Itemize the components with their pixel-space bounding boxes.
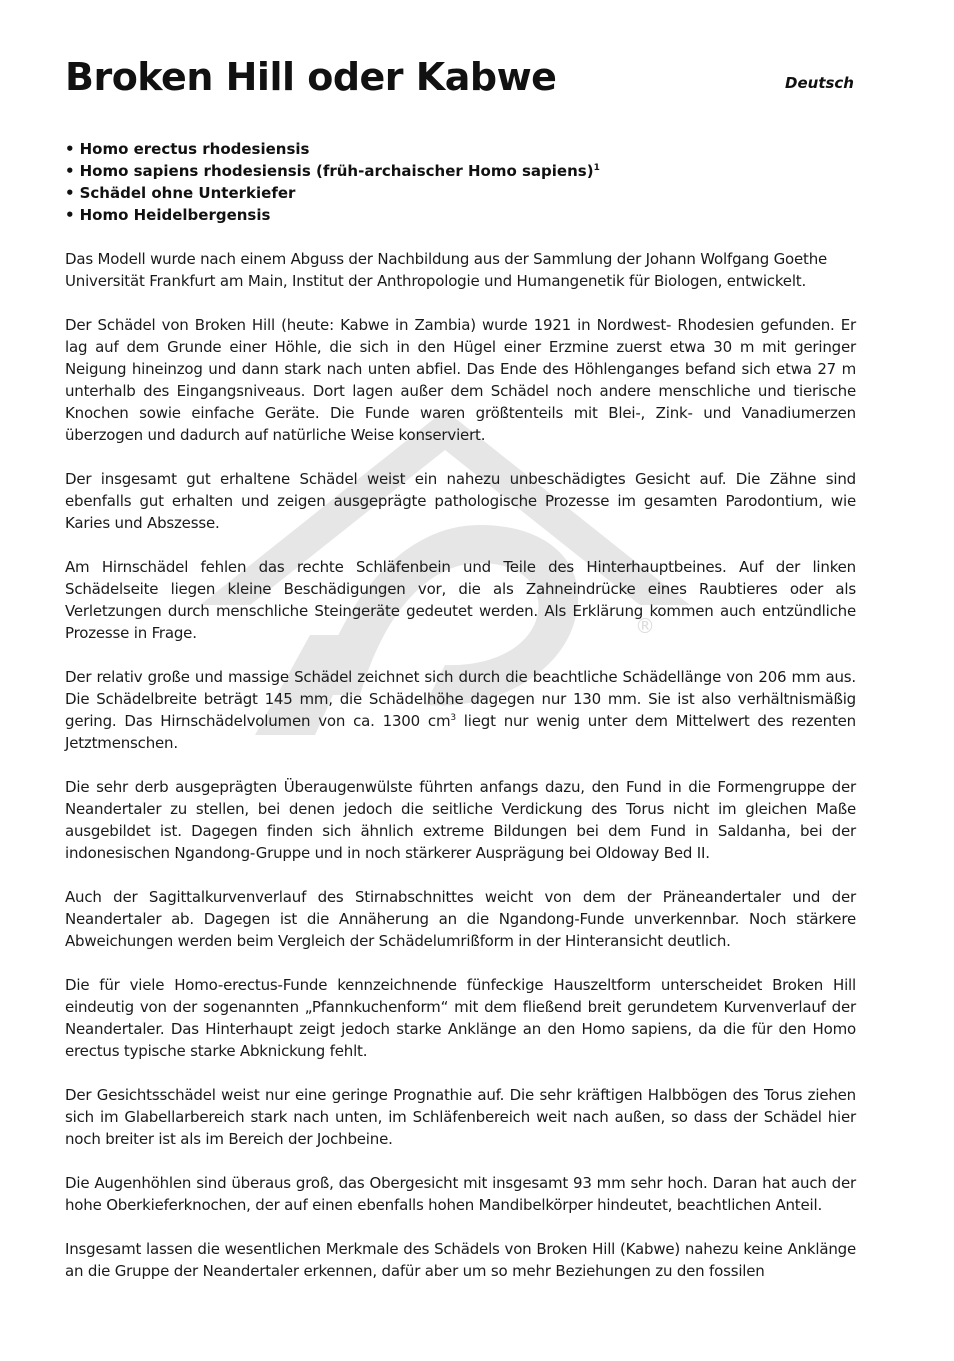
list-item xyxy=(65,138,856,160)
list-item-text: Homo sapiens rhodesiensis (früh-archaischer Homo sapiens) xyxy=(79,162,594,180)
classification-list xyxy=(65,138,856,226)
list-item-text: Homo Heidelbergensis xyxy=(79,206,271,224)
superscript: 3 xyxy=(450,713,456,723)
bullet-mark: • xyxy=(65,162,75,180)
page-header xyxy=(65,52,856,112)
paragraph: Die sehr derb ausgeprägten Überaugenwülste führten anfangs dazu, den Fund in die Formengruppe der Neandertaler zu stellen, bei denen jedoch die seitliche Verdickung des Torus nicht im gleichen Maße ausgebildet ist. Dagegen finden sich ähnlich extreme Bildungen bei dem Fund in Saldanha, bei der indonesischen Ngandong-Gruppe und in noch stärkerer Ausprägung bei Oldoway Bed II. xyxy=(65,778,856,862)
document-page xyxy=(65,52,856,1304)
paragraph xyxy=(65,666,856,754)
paragraph: Die für viele Homo-erectus-Funde kennzeichnende fünfeckige Hauszeltform unterscheidet Broken Hill eindeutig von der sogenannten „Pfannkuchenform“ mit dem fließend breit gerundetem Kurvenverlauf der Neandertaler. Das Hinterhaupt zeigt jedoch starke Anklänge an den Homo sapiens, da die für den Homo erectus typische starke Abknickung fehlt. xyxy=(65,976,856,1060)
paragraph: Insgesamt lassen die wesentlichen Merkmale des Schädels von Broken Hill (Kabwe) nahezu keine Anklänge an die Gruppe der Neandertaler erkennen, dafür aber um so mehr Beziehungen zu den fossilen xyxy=(65,1240,856,1280)
paragraph: Das Modell wurde nach einem Abguss der Nachbildung aus der Sammlung der Johann Wolfgang Goethe Universität Frankfurt am Main, Institut der Anthropologie und Humangenetik für Biologen, entwickelt. xyxy=(65,250,828,290)
list-item xyxy=(65,182,856,204)
page-title: Broken Hill oder Kabwe xyxy=(65,55,557,99)
list-item-text: Homo erectus rhodesiensis xyxy=(79,140,310,158)
paragraph: Der Schädel von Broken Hill (heute: Kabwe in Zambia) wurde 1921 in Nordwest- Rhodesien gefunden. Er lag auf dem Grunde einer Höhle, die sich in den Hügel einer Erzmine zuerst etwa 30 m mit geringer Neigung hineinzog und dann stark nach unten abfiel. Das Ende des Höhlenganges befand sich etwa 27 m unterhalb des Eingangsniveaus. Dort lagen außer dem Schädel noch andere menschliche und tierische Knochen sowie einfache Geräte. Die Funde waren größtenteils mit Blei-, Zink- und Vanadiumerzen überzogen und dadurch auf natürliche Weise konserviert. xyxy=(65,316,856,444)
footnote-marker: 1 xyxy=(593,163,600,173)
bullet-mark: • xyxy=(65,140,75,158)
watermark-registered-symbol: ® xyxy=(635,614,655,638)
body-text xyxy=(65,248,856,1282)
bullet-mark: • xyxy=(65,184,75,202)
paragraph: Der Gesichtsschädel weist nur eine geringe Prognathie auf. Die sehr kräftigen Halbbögen des Torus ziehen sich im Glabellarbereich stark nach unten, im Schläfenbereich weit nach außen, so dass der Schädel hier noch breiter ist als im Bereich der Jochbeine. xyxy=(65,1086,856,1148)
paragraph: Auch der Sagittalkurvenverlauf des Stirnabschnittes weicht von dem der Präneandertaler und der Neandertaler ab. Dagegen ist die Annäherung an die Ngandong-Funde unverkennbar. Noch stärkere Abweichungen werden beim Vergleich der Schädelumrißform in der Hinteransicht deutlich. xyxy=(65,888,856,950)
language-label: Deutsch xyxy=(785,74,854,92)
paragraph: Der insgesamt gut erhaltene Schädel weist ein nahezu unbeschädigtes Gesicht auf. Die Zähne sind ebenfalls gut erhalten und zeigen ausgeprägte pathologische Prozesse im gesamten Parodontium, wie Karies und Abszesse. xyxy=(65,470,856,532)
list-item xyxy=(65,204,856,226)
paragraph-text-after: liegt nur wenig unter dem Mittelwert des rezenten Jetztmenschen. xyxy=(65,712,856,752)
paragraph: Am Hirnschädel fehlen das rechte Schläfenbein und Teile des Hinterhauptbeines. Auf der linken Schädelseite liegen kleine Beschädigungen vor, die als Zahneindrücke eines Raubtieres oder als Verletzungen durch menschliche Steingeräte gedeutet werden. Als Erklärung kommen auch entzündliche Prozesse in Frage. xyxy=(65,558,856,642)
paragraph: Die Augenhöhlen sind überaus groß, das Obergesicht mit insgesamt 93 mm sehr hoch. Daran hat auch der hohe Oberkieferknochen, der auf einen ebenfalls hohen Mandibelkörper hindeutet, beachtlichen Anteil. xyxy=(65,1174,856,1214)
paragraph-text: Der relativ große und massige Schädel zeichnet sich durch die beachtliche Schädellänge von 206 mm aus. Die Schädelbreite beträgt 145 mm, die Schädelhöhe dagegen nur 130 mm. Sie ist also verhältnismäßig gering. Das Hirnschädelvolumen von ca. 1300 cm xyxy=(65,668,856,730)
list-item xyxy=(65,160,856,182)
bullet-mark: • xyxy=(65,206,75,224)
list-item-text: Schädel ohne Unterkiefer xyxy=(79,184,296,202)
